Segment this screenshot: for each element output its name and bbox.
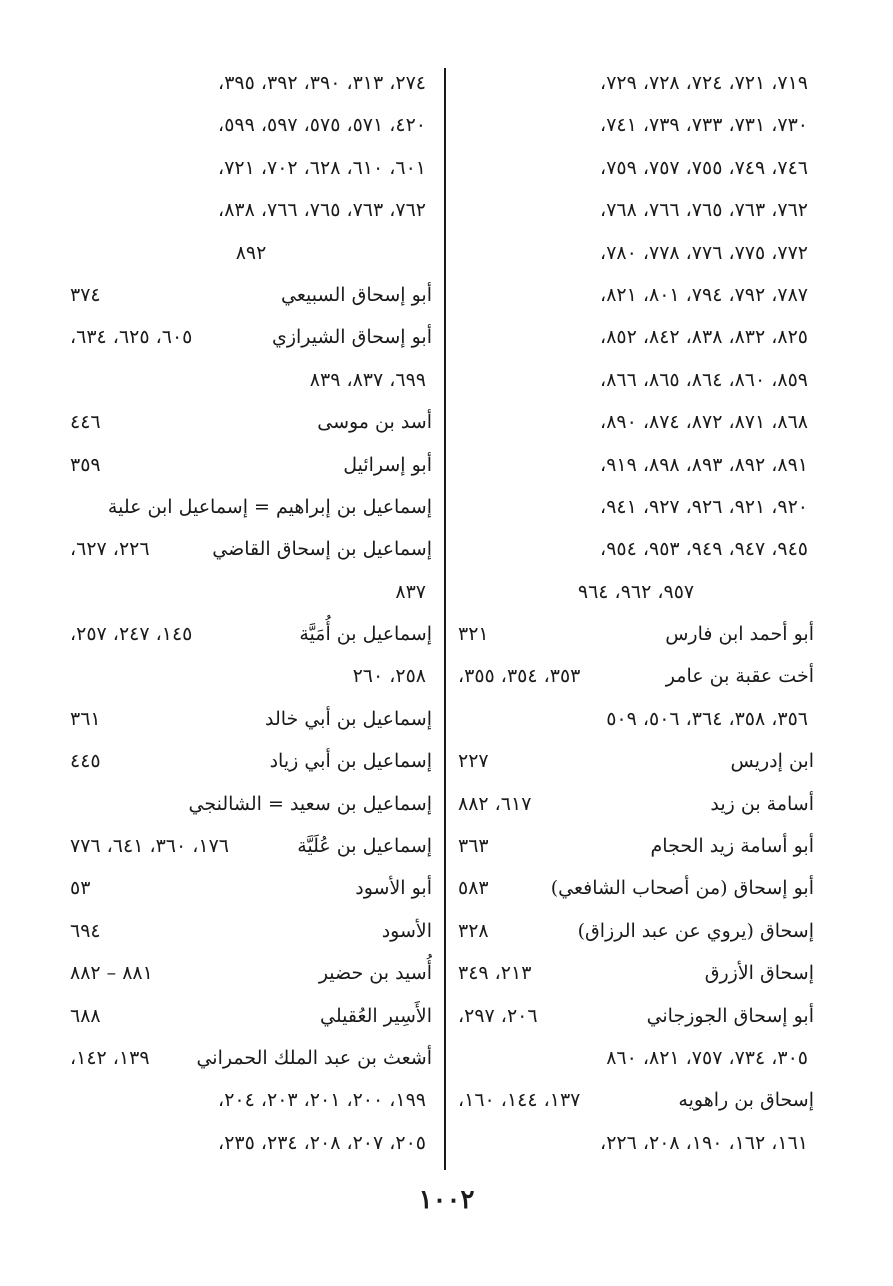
entry-page-numbers: ٢٥٨، ٢٦٠ [352,665,426,688]
index-entry [458,740,814,782]
index-entry [70,1079,432,1121]
entry-name: إسماعيل بن سعيد = الشالنجي [188,792,432,815]
entry-page-numbers: ١٤٥، ٢٤٧، ٢٥٧، [70,623,193,646]
entry-page-numbers: ٦١٧، ٨٨٢ [458,792,532,815]
entry-name: أسد بن موسى [317,411,432,434]
index-entry [458,783,814,825]
index-entry [70,62,432,104]
entry-name: إسحاق بن راهويه [678,1089,814,1112]
entry-page-numbers: ٣٥٩ [70,453,101,476]
entry-page-numbers: ٦٠١، ٦١٠، ٦٢٨، ٧٠٢، ٧٢١، [218,156,426,179]
entry-page-numbers: ٧٦٢، ٧٦٣، ٧٦٥، ٧٦٦، ٨٣٨، [218,199,426,222]
entry-name: أبو أسامة زيد الحجام [650,835,814,858]
index-entry [458,274,814,316]
index-entry [458,995,814,1037]
index-entry [458,1079,814,1121]
index-entry [70,952,432,994]
entry-page-numbers: ٦٠٥، ٦٢٥، ٦٣٤، [70,326,193,349]
entry-page-numbers: ٩٢٠، ٩٢١، ٩٢٦، ٩٢٧، ٩٤١، [600,495,808,518]
entry-page-numbers: ٥٣ [70,877,91,900]
index-entry [70,232,432,274]
column-divider [444,68,446,1170]
index-entry [70,698,432,740]
index-entry [70,528,432,570]
entry-page-numbers: ٦٨٨ [70,1004,101,1027]
entry-page-numbers: ٦٩٩، ٨٣٧، ٨٣٩ [309,368,426,391]
entry-page-numbers: ٧٨٧، ٧٩٢، ٧٩٤، ٨٠١، ٨٢١، [600,283,808,306]
index-entry [70,104,432,146]
entry-page-numbers: ٨٨١ – ٨٨٢ [70,962,153,985]
entry-name: أخت عقبة بن عامر [665,665,814,688]
entry-page-numbers: ٤٤٥ [70,750,101,773]
index-entry [458,232,814,274]
entry-page-numbers: ٣٧٤ [70,283,101,306]
index-entry [70,613,432,655]
entry-name: إسماعيل بن إبراهيم = إسماعيل ابن علية [107,495,432,518]
entry-name: الأَسِير العُقيلي [320,1004,432,1027]
index-entry [458,952,814,994]
index-entry [70,401,432,443]
index-entry [70,486,432,528]
index-entry [458,189,814,231]
entry-page-numbers: ٧٧٢، ٧٧٥، ٧٧٦، ٧٧٨، ٧٨٠، [600,241,808,264]
entry-name: أبو الأسود [355,877,432,900]
entry-page-numbers: ٨٢٥، ٨٣٢، ٨٣٨، ٨٤٢، ٨٥٢، [600,326,808,349]
entry-page-numbers: ١٣٧، ١٤٤، ١٦٠، [458,1089,581,1112]
index-entry [70,359,432,401]
entry-page-numbers: ٨٩٢ [235,241,267,264]
entry-page-numbers: ٣٢١ [458,623,489,646]
index-entry [458,613,814,655]
entry-page-numbers: ١٣٩، ١٤٢، [70,1046,150,1069]
entry-page-numbers: ٣٦٣ [458,835,489,858]
entry-page-numbers: ١٩٩، ٢٠٠، ٢٠١، ٢٠٣، ٢٠٤، [218,1089,426,1112]
entry-name: ابن إدريس [730,750,814,773]
entry-page-numbers: ١٦١، ١٦٢، ١٩٠، ٢٠٨، ٢٢٦، [600,1131,808,1154]
entry-page-numbers: ٣٥٣، ٣٥٤، ٣٥٥، [458,665,581,688]
entry-page-numbers: ٨٥٩، ٨٦٠، ٨٦٤، ٨٦٥، ٨٦٦، [600,368,808,391]
index-entry [458,528,814,570]
entry-name: إسماعيل بن أبي خالد [264,707,432,730]
entry-name: أبو إسحاق الشيرازي [271,326,432,349]
entry-name: الأسود [381,919,432,942]
index-entry [458,910,814,952]
entry-name: أبو إسحاق (من أصحاب الشافعي) [550,877,814,900]
index-entry [70,444,432,486]
entry-page-numbers: ١٧٦، ٣٦٠، ٦٤١، ٧٧٦ [70,835,230,858]
entry-page-numbers: ٧٣٠، ٧٣١، ٧٣٣، ٧٣٩، ٧٤١، [600,114,808,137]
entry-name: إسماعيل بن أُمَيَّة [299,623,432,646]
index-entry [458,359,814,401]
entry-name: إسحاق (يروي عن عبد الرزاق) [577,919,814,942]
entry-page-numbers: ٤٤٦ [70,411,101,434]
index-entry [70,995,432,1037]
index-entry [70,910,432,952]
entry-page-numbers: ٦٩٤ [70,919,101,942]
entry-page-numbers: ٧٦٢، ٧٦٣، ٧٦٥، ٧٦٦، ٧٦٨، [600,199,808,222]
entry-name: أبو إسحاق الجوزجاني [646,1004,814,1027]
index-entry [458,655,814,697]
index-entry [458,867,814,909]
entry-name: أبو إسحاق السبيعي [281,283,432,306]
entry-page-numbers: ٨٩١، ٨٩٢، ٨٩٣، ٨٩٨، ٩١٩، [600,453,808,476]
entry-name: أبو أحمد ابن فارس [665,623,814,646]
entry-page-numbers: ٣٠٥، ٧٣٤، ٧٥٧، ٨٢١، ٨٦٠ [606,1046,808,1069]
entry-name: إسماعيل بن أبي زياد [269,750,432,773]
index-entry [458,1122,814,1164]
entry-page-numbers: ٢٠٥، ٢٠٧، ٢٠٨، ٢٣٤، ٢٣٥، [218,1131,426,1154]
entry-page-numbers: ٣٢٨ [458,919,489,942]
entry-name: أشعث بن عبد الملك الحمراني [196,1046,432,1069]
entry-page-numbers: ٥٨٣ [458,877,489,900]
entry-page-numbers: ٣٥٦، ٣٥٨، ٣٦٤، ٥٠٦، ٥٠٩ [606,707,808,730]
entry-page-numbers: ٨٣٧ [395,580,426,603]
index-entry [70,571,432,613]
index-entry [458,698,814,740]
entry-name: إسماعيل بن عُلَيَّة [297,835,432,858]
index-column-right [458,62,814,1164]
entry-page-numbers: ٩٤٥، ٩٤٧، ٩٤٩، ٩٥٣، ٩٥٤، [600,538,808,561]
index-entry [70,783,432,825]
entry-name: أسامة بن زيد [710,792,814,815]
index-entry [458,571,814,613]
index-entry [458,1037,814,1079]
index-entry [70,655,432,697]
entry-page-numbers: ٨٦٨، ٨٧١، ٨٧٢، ٨٧٤، ٨٩٠، [600,411,808,434]
index-entry [458,401,814,443]
entry-page-numbers: ٢٧٤، ٣١٣، ٣٩٠، ٣٩٢، ٣٩٥، [218,72,426,94]
index-entry [70,316,432,358]
entry-name: إسماعيل بن إسحاق القاضي [212,538,432,561]
entry-page-numbers: ٧٤٦، ٧٤٩، ٧٥٥، ٧٥٧، ٧٥٩، [600,156,808,179]
index-entry [458,316,814,358]
index-entry [70,825,432,867]
index-entry [458,104,814,146]
index-entry [70,740,432,782]
index-entry [458,825,814,867]
entry-name: أُسيد بن حضير [318,962,432,985]
index-entry [70,867,432,909]
index-column-left [70,62,432,1164]
index-entry [70,1037,432,1079]
entry-page-numbers: ٢٢٦، ٦٢٧، [70,538,150,561]
index-entry [458,486,814,528]
entry-name: إسحاق الأزرق [704,962,814,985]
entry-page-numbers: ٢٢٧ [458,750,489,773]
entry-page-numbers: ٢١٣، ٣٤٩ [458,962,532,985]
entry-page-numbers: ٣٦١ [70,707,101,730]
index-entry [70,1122,432,1164]
index-entry [70,274,432,316]
entry-name: أبو إسرائيل [343,453,432,476]
entry-page-numbers: ٢٠٦، ٢٩٧، [458,1004,538,1027]
index-entry [458,147,814,189]
page-number: ١٠٠٢ [418,1185,475,1215]
index-entry [458,444,814,486]
entry-page-numbers: ٧١٩، ٧٢١، ٧٢٤، ٧٢٨، ٧٢٩، [600,72,808,94]
index-entry [70,189,432,231]
index-entry [458,62,814,104]
entry-page-numbers: ٩٥٧، ٩٦٢، ٩٦٤ [577,580,695,603]
entry-page-numbers: ٤٢٠، ٥٧١، ٥٧٥، ٥٩٧، ٥٩٩، [218,114,426,137]
index-entry [70,147,432,189]
